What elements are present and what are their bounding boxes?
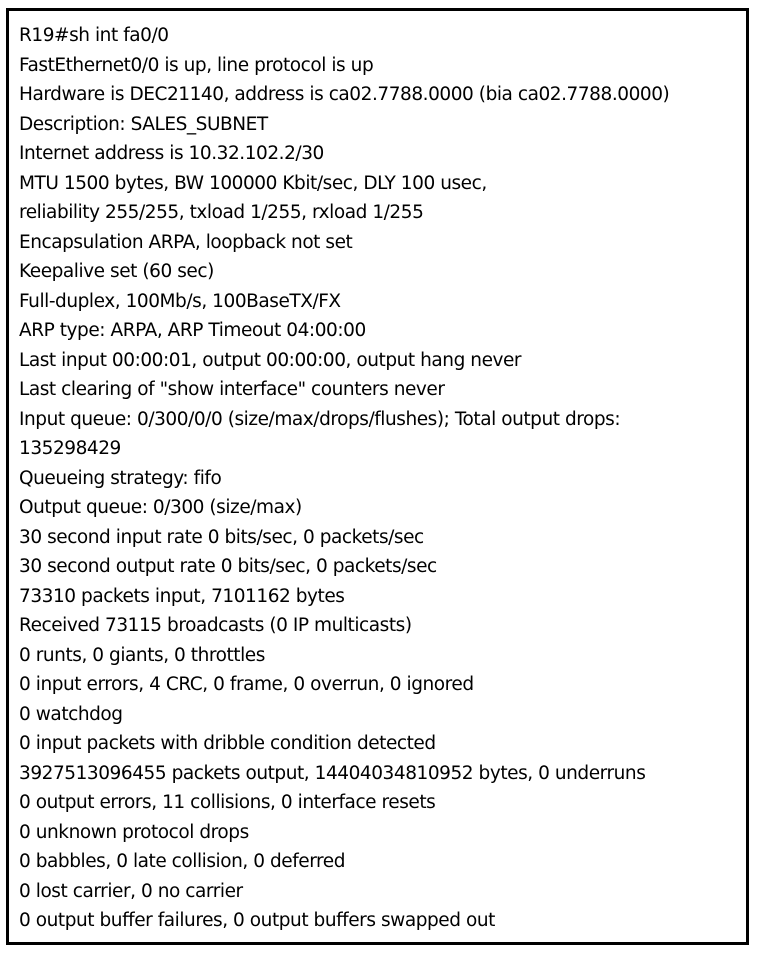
output-line-total-output-drops: 135298429 xyxy=(19,438,121,459)
output-line-hardware: Hardware is DEC21140, address is ca02.7788.0000 (bia ca02.7788.0000) xyxy=(19,84,670,105)
output-line-output-errors: 0 output errors, 11 collisions, 0 interface resets xyxy=(19,792,436,813)
show-interface-output xyxy=(19,21,738,936)
output-line-unknown-protocol-drops: 0 unknown protocol drops xyxy=(19,821,249,843)
output-line-broadcasts: Received 73115 broadcasts (0 IP multicasts) xyxy=(19,615,412,636)
output-line-input-errors: 0 input errors, 4 CRC, 0 frame, 0 overrun, 0 ignored xyxy=(19,674,474,695)
output-line-watchdog: 0 watchdog xyxy=(19,703,123,725)
output-line-mtu: MTU 1500 bytes, BW 100000 Kbit/sec, DLY 100 usec, xyxy=(19,172,487,194)
output-line-keepalive: Keepalive set (60 sec) xyxy=(19,261,214,282)
output-line-queueing-strategy: Queueing strategy: fifo xyxy=(19,467,222,489)
output-line-interface-status: FastEthernet0/0 is up, line protocol is up xyxy=(19,54,374,76)
output-line-duplex: Full-duplex, 100Mb/s, 100BaseTX/FX xyxy=(19,290,341,312)
output-line-output-queue: Output queue: 0/300 (size/max) xyxy=(19,497,302,518)
terminal-output-frame xyxy=(6,8,749,945)
output-line-internet-address: Internet address is 10.32.102.2/30 xyxy=(19,143,324,164)
output-line-last-input: Last input 00:00:01, output 00:00:00, output hang never xyxy=(19,349,522,371)
output-line-output-rate: 30 second output rate 0 bits/sec, 0 packets/sec xyxy=(19,556,437,577)
output-line-packets-output: 3927513096455 packets output, 14404034810952 bytes, 0 underruns xyxy=(19,762,646,784)
output-line-reliability: reliability 255/255, txload 1/255, rxload 1/255 xyxy=(19,202,424,223)
output-line-encapsulation: Encapsulation ARPA, loopback not set xyxy=(19,231,353,253)
output-line-buffer-failures: 0 output buffer failures, 0 output buffers swapped out xyxy=(19,910,495,931)
output-line-packets-input: 73310 packets input, 7101162 bytes xyxy=(19,585,345,607)
output-line-input-rate: 30 second input rate 0 bits/sec, 0 packets/sec xyxy=(19,526,424,548)
output-line-babbles: 0 babbles, 0 late collision, 0 deferred xyxy=(19,851,346,872)
output-line-description: Description: SALES_SUBNET xyxy=(19,113,268,135)
command-line: R19#sh int fa0/0 xyxy=(19,25,169,46)
output-line-lost-carrier: 0 lost carrier, 0 no carrier xyxy=(19,880,243,902)
output-line-dribble: 0 input packets with dribble condition detected xyxy=(19,733,436,754)
output-line-input-queue: Input queue: 0/300/0/0 (size/max/drops/flushes); Total output drops: xyxy=(19,408,621,430)
output-line-arp-type: ARP type: ARPA, ARP Timeout 04:00:00 xyxy=(19,320,366,341)
output-line-runts: 0 runts, 0 giants, 0 throttles xyxy=(19,644,265,666)
output-line-last-clearing: Last clearing of "show interface" counters never xyxy=(19,379,445,400)
